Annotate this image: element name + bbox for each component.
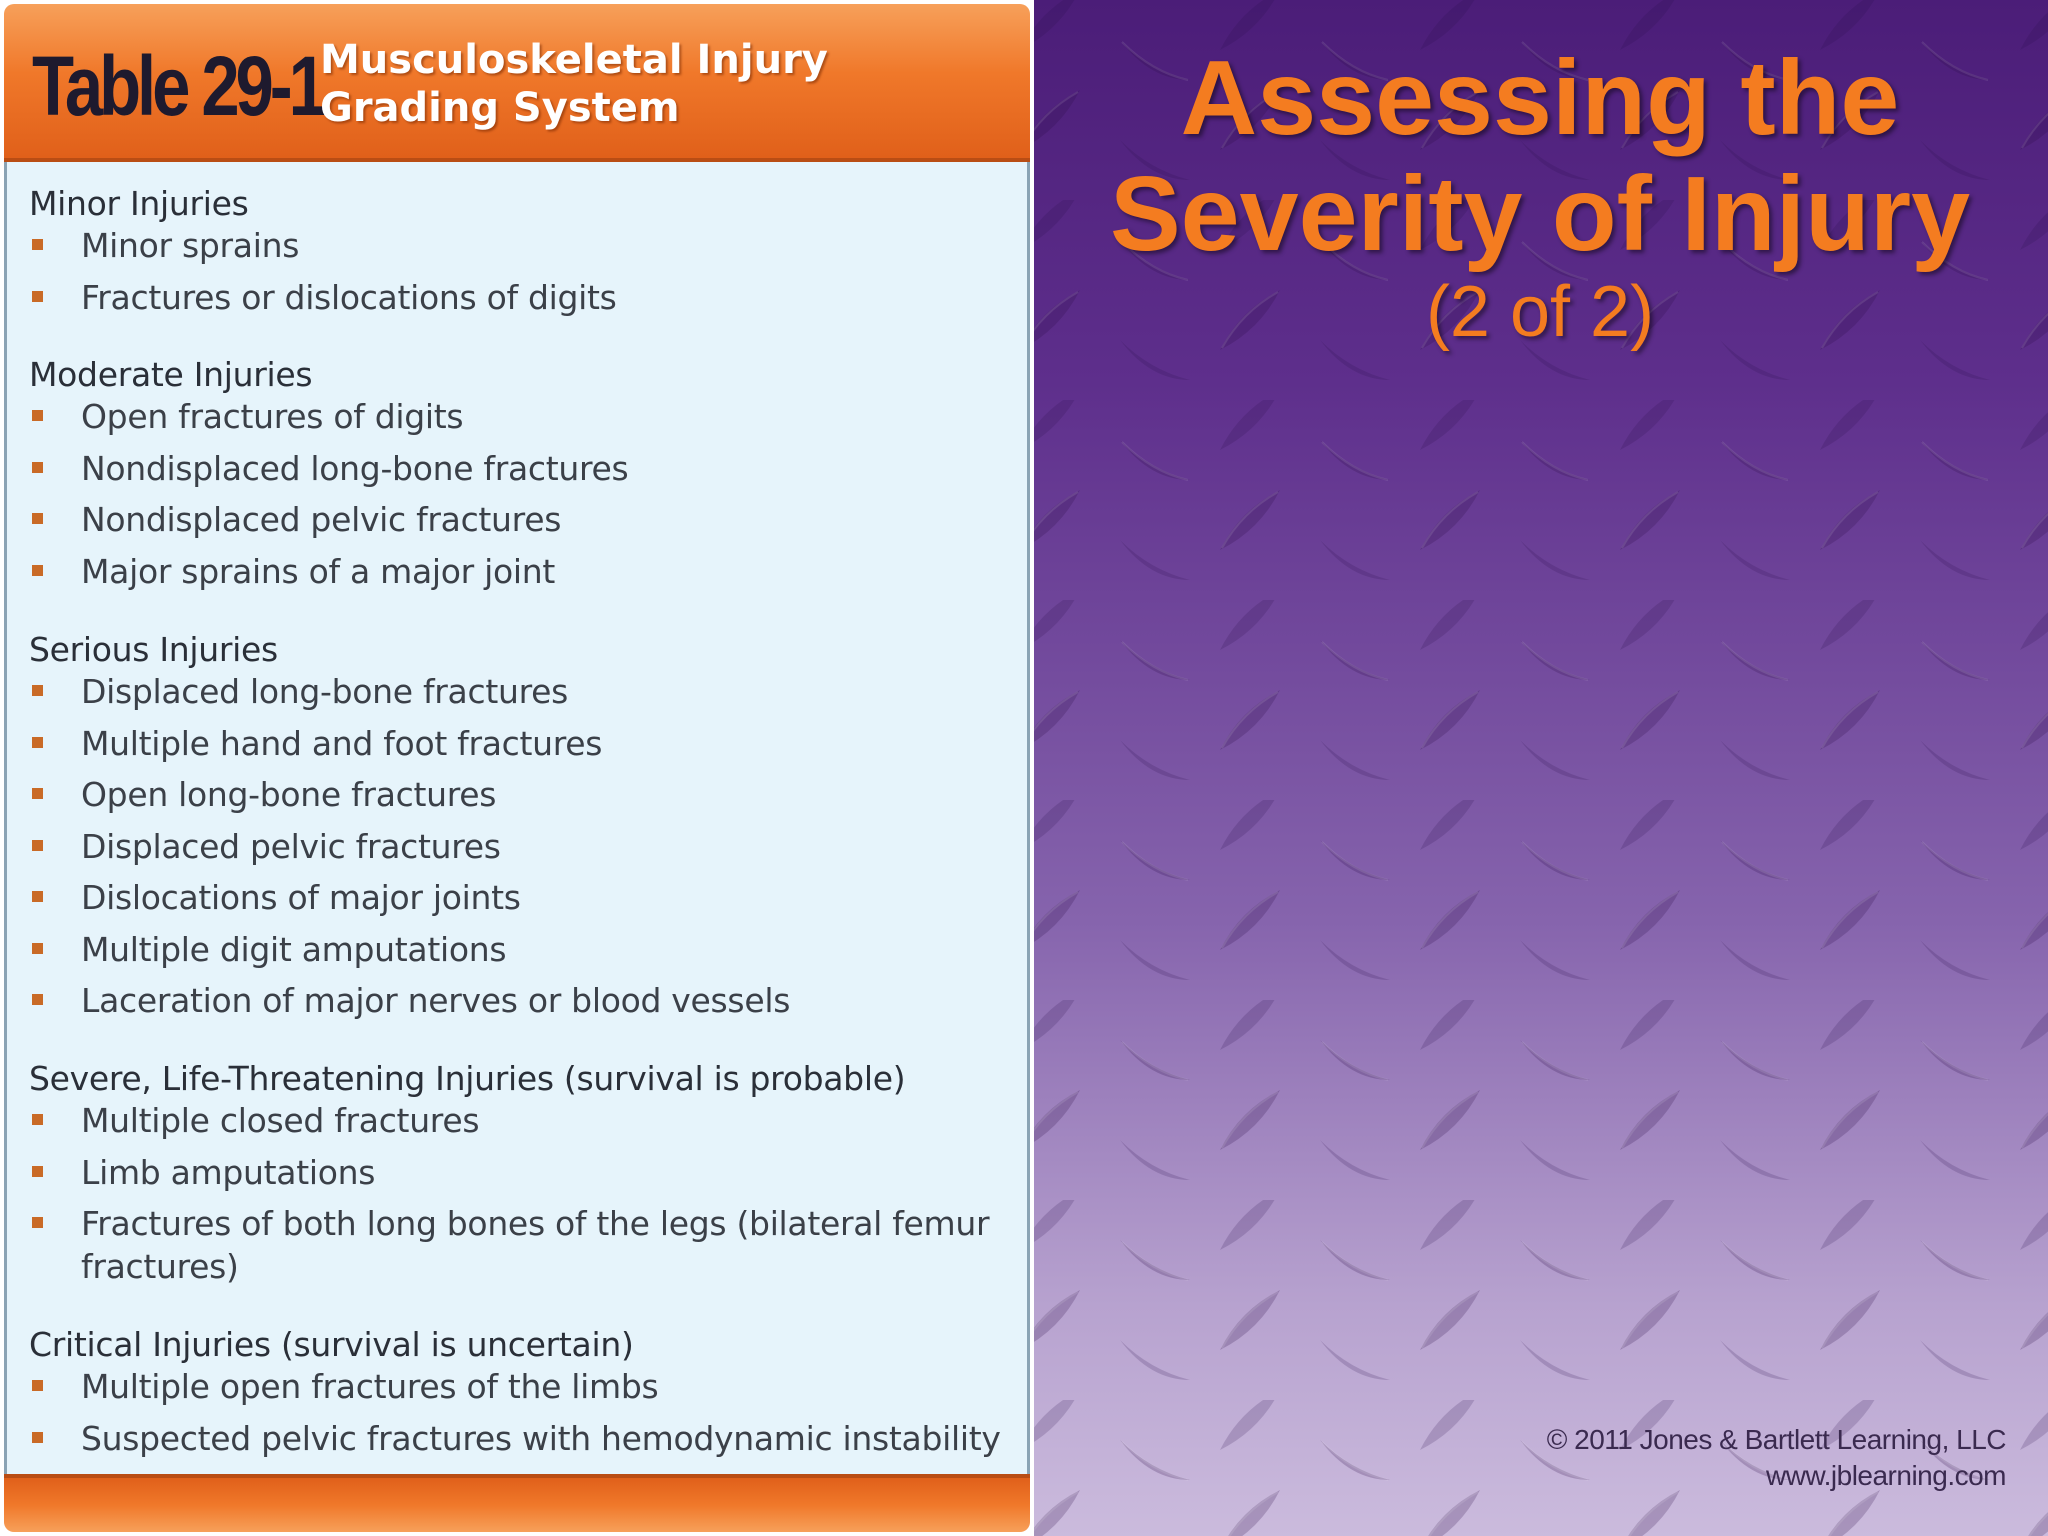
square-bullet-icon (32, 239, 43, 250)
square-bullet-icon (32, 462, 43, 473)
square-bullet-icon (32, 291, 43, 302)
square-bullet-icon (32, 994, 43, 1005)
list-item (29, 498, 1019, 541)
publisher-url: www.jblearning.com (1766, 1460, 2006, 1491)
list-item (29, 722, 1019, 765)
list-item (29, 224, 1019, 267)
slide-title (1040, 40, 2040, 352)
list-item (29, 395, 1019, 438)
slide-title-line-1: Assessing the (1180, 39, 1900, 157)
square-bullet-icon (32, 891, 43, 902)
square-bullet-icon (32, 1114, 43, 1125)
list-item (29, 928, 1019, 971)
list-item (29, 979, 1019, 1022)
list-item (29, 1202, 1019, 1288)
list-item-text: Minor sprains (81, 226, 300, 265)
list-item-text: Limb amputations (81, 1152, 376, 1192)
list-item-text: Multiple open fractures of the limbs (81, 1367, 659, 1406)
square-bullet-icon (32, 1432, 43, 1443)
copyright-notice (1547, 1422, 2006, 1494)
list-item (29, 550, 1019, 593)
table-body (4, 162, 1030, 1478)
list-item (29, 276, 1019, 319)
list-item-text: Multiple closed fractures (81, 1101, 480, 1140)
list-item-text: Nondisplaced long-bone fractures (81, 448, 629, 488)
table-number: Table 29-1 (32, 39, 323, 133)
section-title: Moderate Injuries (29, 355, 313, 394)
list-item (29, 670, 1019, 713)
section-title: Critical Injuries (survival is uncertain) (29, 1325, 634, 1364)
slide-subtitle: (2 of 2) (1425, 272, 1655, 352)
square-bullet-icon (32, 565, 43, 576)
square-bullet-icon (32, 788, 43, 799)
square-bullet-icon (32, 1166, 43, 1177)
list-item (29, 825, 1019, 868)
section-minor-injuries (29, 184, 1019, 319)
square-bullet-icon (32, 685, 43, 696)
list-item-text: Displaced pelvic fractures (81, 826, 501, 866)
square-bullet-icon (32, 513, 43, 524)
square-bullet-icon (32, 737, 43, 748)
section-moderate-injuries (29, 355, 1019, 593)
section-severe-injuries (29, 1059, 1019, 1288)
list-item-text: Major sprains of a major joint (81, 551, 555, 591)
section-critical-injuries (29, 1325, 1019, 1460)
square-bullet-icon (32, 1217, 43, 1228)
list-item (29, 773, 1019, 816)
list-item (29, 447, 1019, 490)
square-bullet-icon (32, 410, 43, 421)
copyright-line: © 2011 Jones & Bartlett Learning, LLC (1546, 1424, 2006, 1455)
slide-title-line-2: Severity of Injury (1109, 155, 1971, 273)
section-title: Severe, Life-Threatening Injuries (survival is probable) (29, 1059, 906, 1098)
table-header (4, 4, 1030, 162)
list-item-text: Multiple hand and foot fractures (81, 723, 603, 763)
list-item-text: Displaced long-bone fractures (81, 672, 569, 711)
list-item-text: Suspected pelvic fractures with hemodynamic instability (81, 1418, 1001, 1458)
list-item-text: Multiple digit amputations (81, 929, 507, 969)
list-item (29, 1151, 1019, 1194)
section-title: Minor Injuries (29, 184, 249, 223)
list-item-text: Fractures or dislocations of digits (81, 277, 617, 317)
table-title: Musculoskeletal Injury Grading System (320, 37, 828, 131)
table-footer (4, 1474, 1030, 1532)
list-item-text: Nondisplaced pelvic fractures (81, 500, 562, 539)
list-item-text: Open fractures of digits (81, 397, 464, 436)
section-serious-injuries (29, 630, 1019, 1022)
list-item-text: Laceration of major nerves or blood vessels (81, 981, 791, 1020)
list-item-text: Fractures of both long bones of the legs (bilateral femur fractures) (81, 1204, 990, 1286)
list-item-text: Open long-bone fractures (81, 775, 497, 814)
square-bullet-icon (32, 943, 43, 954)
section-title: Serious Injuries (29, 630, 278, 669)
list-item (29, 1417, 1019, 1460)
list-item (29, 1365, 1019, 1408)
list-item-text: Dislocations of major joints (81, 878, 521, 917)
list-item (29, 876, 1019, 919)
square-bullet-icon (32, 840, 43, 851)
square-bullet-icon (32, 1380, 43, 1391)
list-item (29, 1099, 1019, 1142)
